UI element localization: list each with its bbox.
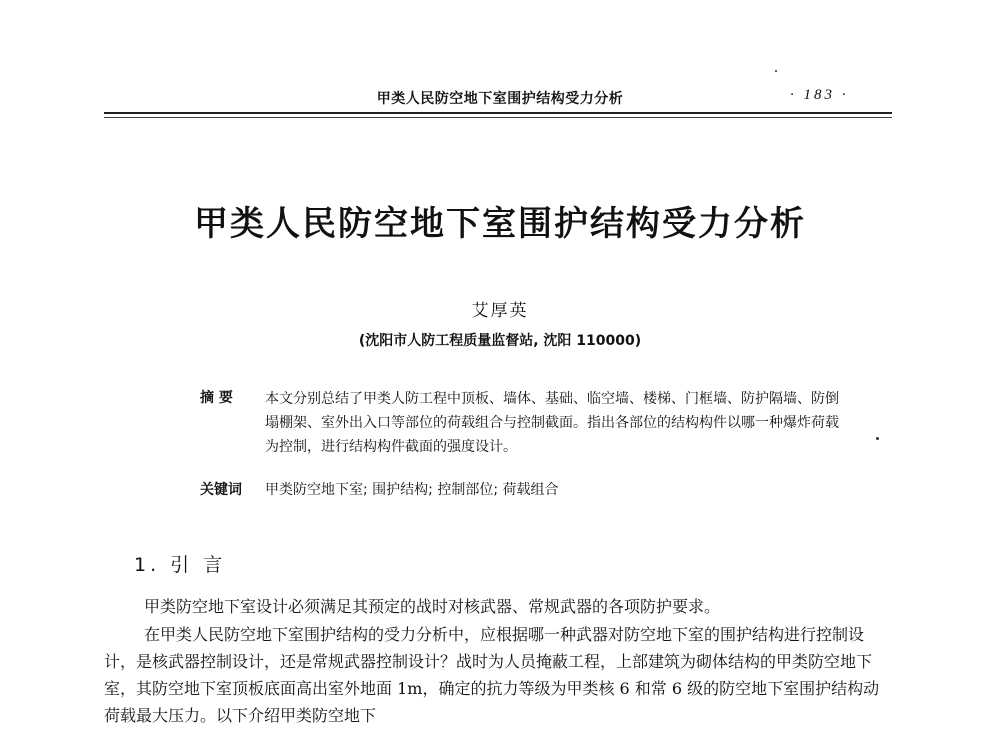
body-paragraph: 甲类防空地下室设计必须满足其预定的战时对核武器、常规武器的各项防护要求。 <box>144 597 721 616</box>
section-heading: 1. 引 言 <box>134 554 227 576</box>
author-name: 艾厚英 <box>471 301 529 321</box>
scan-speck <box>775 70 777 72</box>
keywords-label: 关键词 <box>200 482 242 498</box>
keywords-text: 甲类防空地下室; 围护结构; 控制部位; 荷载组合 <box>265 482 559 498</box>
article-title: 甲类人民防空地下室围护结构受力分析 <box>194 204 806 244</box>
header-rule-thick <box>104 112 892 114</box>
body-paragraph: 在甲类人民防空地下室围护结构的受力分析中，应根据哪一种武器对防空地下室的围护结构进行控制设计，是核武器控制设计，还是常规武器控制设计？战时为人员掩蔽工程，上部建筑为砌体结构的甲类防空地下室，其防空地下室顶板底面高出室外地面 1m，确定的抗力等级为甲类核 6 和常 6 级的防空地下室围护结构动荷载最大压力。以下介绍甲类防空地下 <box>104 625 880 725</box>
author-affiliation: (沈阳市人防工程质量监督站, 沈阳 110000) <box>358 333 642 349</box>
page-number: · 183 · <box>790 87 849 103</box>
header-rule-thin <box>104 117 892 118</box>
abstract-text: 本文分别总结了甲类人防工程中顶板、墙体、基础、临空墙、楼梯、门框墙、防护隔墙、防倒塌棚架、室外出入口等部位的荷载组合与控制截面。指出各部位的结构构件以哪一种爆炸荷载为控制，进行结构构件截面的强度设计。 <box>265 391 839 455</box>
scan-speck <box>876 437 879 440</box>
abstract-label: 摘 要 <box>200 390 233 406</box>
running-header-title: 甲类人民防空地下室围护结构受力分析 <box>376 91 624 107</box>
